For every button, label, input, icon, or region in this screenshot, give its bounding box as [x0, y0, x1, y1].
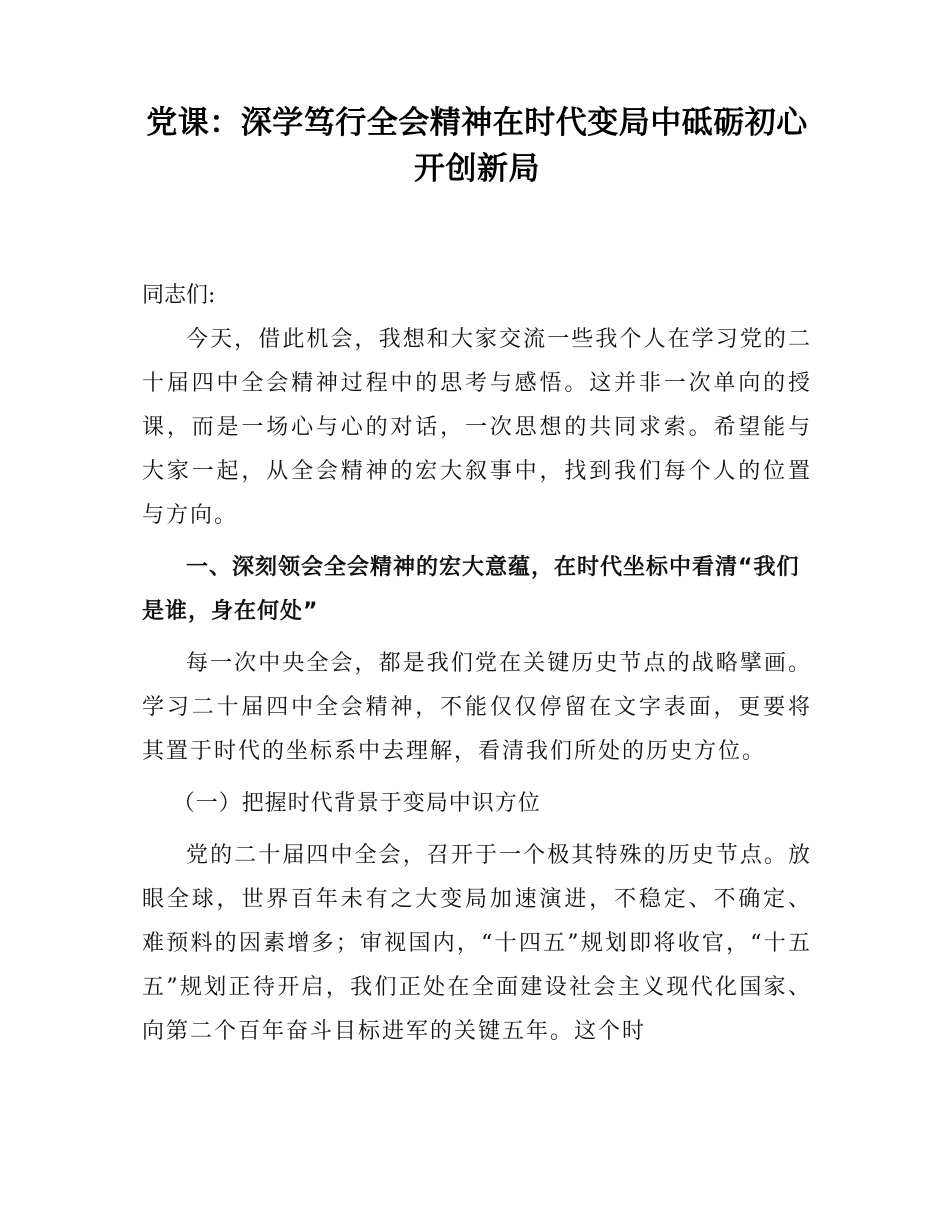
subsection-heading-1: （一）把握时代背景于变局中识方位	[172, 791, 541, 816]
document-page	[142, 100, 812, 1062]
paragraph-section-1: 每一次中央全会，都是我们党在关键历史节点的战略擘画。学习二十届四中全会精神，不能仅仅停留在文字表面，更要将其置于时代的坐标系中去理解，看清我们所处的历史方位。	[142, 651, 812, 764]
title-spacing	[142, 192, 812, 274]
salutation: 同志们:	[142, 283, 216, 308]
document-title: 党课：深学笃行全会精神在时代变局中砥砺初心开创新局	[146, 105, 808, 187]
paragraph-intro: 今天，借此机会，我想和大家交流一些我个人在学习党的二十届四中全会精神过程中的思考与感悟。这并非一次单向的授课，而是一场心与心的对话，一次思想的共同求索。希望能与大家一起，从全会精神的宏大叙事中，找到我们每个人的位置与方向。	[142, 327, 812, 528]
paragraph-subsection-1: 党的二十届四中全会，召开于一个极其特殊的历史节点。放眼全球，世界百年未有之大变局加速演进，不稳定、不确定、难预料的因素增多；审视国内，“十四五”规划即将收官，“十五五”规划正待开启，我们正处在全面建设社会主义现代化国家、向第二个百年奋斗目标进军的关键五年。这个时	[142, 843, 812, 1044]
section-heading-1: 一、深刻领会全会精神的宏大意蕴，在时代坐标中看清“我们是谁，身在何处”	[142, 555, 800, 624]
